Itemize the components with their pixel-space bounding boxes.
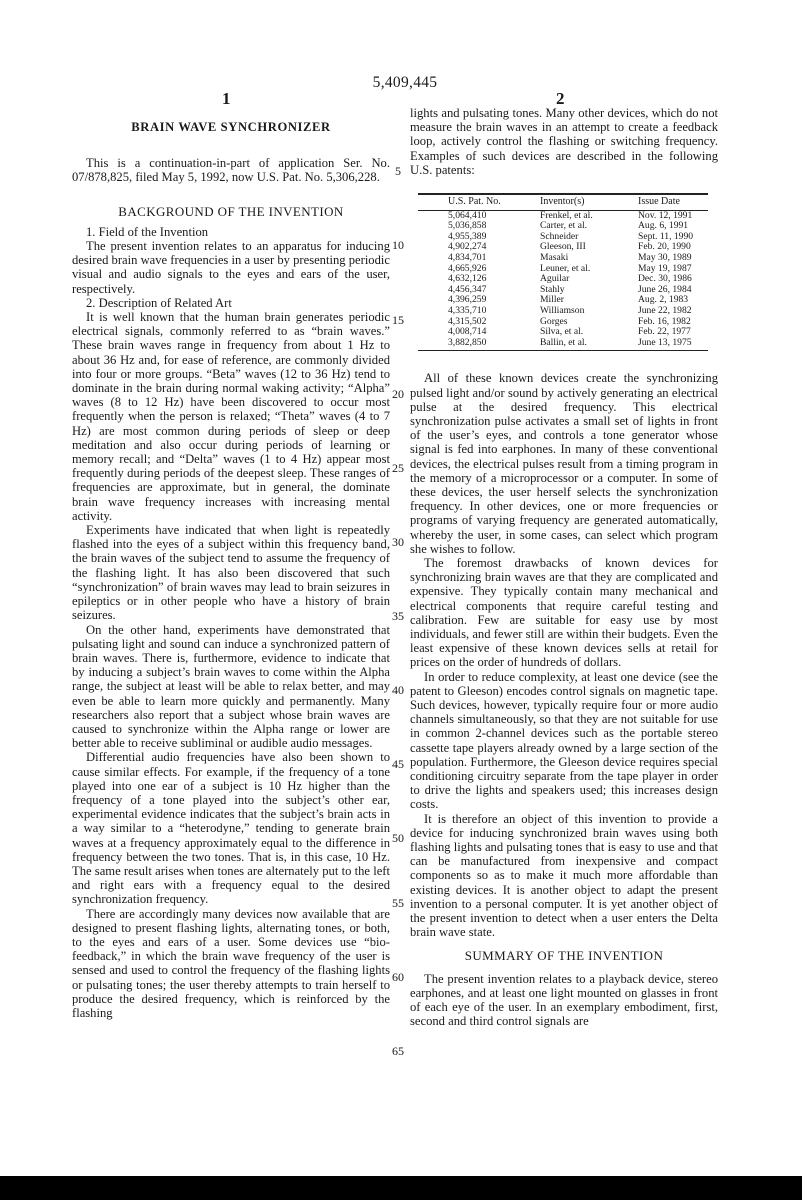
table-cell: 5,064,410 xyxy=(448,209,487,221)
background-heading: BACKGROUND OF THE INVENTION xyxy=(118,203,344,219)
table-cell: 4,955,389 xyxy=(448,230,487,242)
table-cell: 5,036,858 xyxy=(448,220,487,232)
continuation-text: This is a continuation-in-part of application Ser. No. 07/878,825, filed May 5, 1992, now U.S. Pat. No. 5,306,228. xyxy=(72,156,390,185)
line-number: 40 xyxy=(392,683,404,697)
table-cell: June 22, 1982 xyxy=(638,304,692,316)
line-number: 10 xyxy=(392,238,404,252)
table-row xyxy=(418,338,708,351)
table-cell: May 30, 1989 xyxy=(638,251,692,263)
table-cell: Gorges xyxy=(540,315,568,327)
line-number: 65 xyxy=(392,1044,404,1058)
table-cell: Dec. 30, 1986 xyxy=(638,273,692,285)
paragraph: All of these known devices create the synchronizing pulsed light and/or sound by actively generating an electrical pulse at the desired frequency. This electrical synchronization pulse activates a small set of lights in front of the user’s eyes, and controls a tone generator whose signal is fed into earphones. In many of these conventional devices, the electrical pulses result from a timing program in the memory of a microprocessor or a computer. In some of these devices, the user herself selects the synchronization frequency. In other devices, one or more frequencies or programs of varying frequency are generated automatically, whereby the user, in some cases, can select which program she wishes to follow. xyxy=(410,371,718,556)
table-cell: 4,396,259 xyxy=(448,294,487,306)
line-number: 45 xyxy=(392,757,404,771)
paragraph: On the other hand, experiments have demonstrated that pulsating light and sound can induce a synchronized pattern of brain waves. There is, furthermore, evidence to indicate that by inducing a subject’s brain waves to come within the Alpha range, the subject at least will be able to relax better, and may even be able to learn more quickly and permanently. Many researchers also report that a subject whose brain waves are caused to synchronize within the Alpha range or lower are better able to receive subliminal or audible audio messages. xyxy=(72,622,390,751)
table-cell: Sept. 11, 1990 xyxy=(638,230,694,242)
table-cell: 4,902,274 xyxy=(448,241,487,253)
line-number: 5 xyxy=(395,164,401,178)
paragraph: It is therefore an object of this invention to provide a device for inducing synchronized brain waves using both flashing lights and pulsating tones that is easy to use and that can be manufactured from inexpensive and compact components so as to make it much more affordable than existing devices. It is another object to adapt the present invention to a personal computer. It is yet another object of the present invention to detect when a user enters the Delta brain wave state. xyxy=(410,811,718,940)
line-number: 15 xyxy=(392,313,404,327)
table-cell: Aug. 2, 1983 xyxy=(638,294,689,306)
table-cell: Ballin, et al. xyxy=(540,338,638,351)
table-cell: Nov. 12, 1991 xyxy=(638,209,693,221)
table-cell: 4,456,347 xyxy=(448,283,487,295)
table-cell: May 19, 1987 xyxy=(638,262,692,274)
table-header: Inventor(s) xyxy=(540,194,638,210)
related-art-heading: 2. Description of Related Art xyxy=(86,295,232,310)
table-header-row xyxy=(418,194,708,210)
document-title: BRAIN WAVE SYNCHRONIZER xyxy=(131,120,331,134)
table-cell: Leuner, et al. xyxy=(540,262,591,274)
table-cell: Masaki xyxy=(540,251,569,263)
table-cell: Aguilar xyxy=(540,273,570,285)
paragraph: It is well known that the human brain generates periodic electrical signals, commonly referred to as “brain waves.” These brain waves range in frequency from about 1 Hz to about 36 Hz and, for ease of reference, are commonly divided into four or more groups. “Beta” waves (12 to 36 Hz) tend to dominate in the brain during normal waking activity; “Alpha” waves (8 to 12 Hz) have been discovered to occur most frequently when the person is relaxed; “Theta” waves (4 to 7 Hz) are most common during periods of sleep or deep meditation and also occur during periods of learning or memory recall; and “Delta” waves (1 to 4 Hz) appear most frequently during periods of the deepest sleep. These ranges of frequencies are approximate, but in general, the dominate brain wave frequency increases with increasing mental activity. xyxy=(72,310,390,523)
table-cell: Feb. 16, 1982 xyxy=(638,315,691,327)
line-number: 50 xyxy=(392,831,404,845)
line-number: 20 xyxy=(392,387,404,401)
table-cell: June 26, 1984 xyxy=(638,283,692,295)
table-cell: 4,665,926 xyxy=(448,262,487,274)
column-number-left: 1 xyxy=(222,89,231,108)
table-cell: Frenkel, et al. xyxy=(540,209,593,221)
table-cell: Schneider xyxy=(540,230,579,242)
paragraph: lights and pulsating tones. Many other devices, which do not measure the brain waves in an attempt to create a feedback loop, actively control the flashing or switching frequency. Examples of such devices are described in the following U.S. patents: xyxy=(410,106,718,177)
table-cell: June 13, 1975 xyxy=(638,338,708,351)
paragraph: The foremost drawbacks of known devices for synchronizing brain waves are that they are complicated and expensive. They typically contain many mechanical and electrical components that require careful testing and calibration. Few are suitable for easy use by most individuals, and fewer still are within their budgets. Even the least expensive of these known devices sells at retail for prices on the order of hundreds of dollars. xyxy=(410,555,718,670)
paragraph: In order to reduce complexity, at least one device (see the patent to Gleeson) encodes control signals on magnetic tape. Such devices, however, typically require four or more audio channels simultaneously, so that they are not suitable for use in common 2-channel devices such as the portable stereo cassette tape players already owned by a large section of the population. Furthermore, the Gleeson device requires special conditioning circuitry separate from the tape player in order to drive the lights and speakers used; this increases design costs. xyxy=(410,669,718,812)
bottom-border xyxy=(0,1176,802,1200)
table-cell: Carter, et al. xyxy=(540,220,588,232)
paragraph: The present invention relates to a playback device, stereo earphones, and at least one light mounted on glasses in front of each eye of the user. In an exemplary embodiment, first, second and third control signals are xyxy=(410,971,718,1029)
table-cell: Feb. 22, 1977 xyxy=(638,326,691,338)
right-column xyxy=(410,106,718,1028)
table-cell: 4,315,502 xyxy=(448,315,487,327)
table-cell: Gleeson, III xyxy=(540,241,586,253)
table-row xyxy=(418,306,708,317)
patent-number: 5,409,445 xyxy=(372,74,438,91)
field-heading: 1. Field of the Invention xyxy=(86,224,209,239)
line-number: 35 xyxy=(392,609,404,623)
paragraph: Differential audio frequencies have also been shown to cause similar effects. For example, if the frequency of a tone played into one ear of a subject is 10 Hz higher than the frequency of a tone played into the subject’s other ear, experimental evidence indicates that the subject’s brain acts in a way similar to a “heterodyne,” tending to generate brain waves at a frequency approximately equal to the difference in frequency between the two tones. That is, in this case, 10 Hz. The same result arises when tones are alternately put to the left and right ears with a frequency equal to the desired synchronization frequency. xyxy=(72,750,390,907)
table-cell: 4,834,701 xyxy=(448,251,487,263)
paragraph: Experiments have indicated that when light is repeatedly flashed into the eyes of a subject within this frequency band, the brain waves of the subject tend to assume the frequency of the flashing light. It has also been discovered that such “synchronization” of brain waves may lead to brain seizures in epileptics or in other people who have a history of brain seizures. xyxy=(72,523,390,623)
table-header: U.S. Pat. No. xyxy=(418,194,540,210)
summary-heading: SUMMARY OF THE INVENTION xyxy=(464,948,664,964)
field-text: The present invention relates to an apparatus for inducing desired brain wave frequencies in a user by presenting periodic visual and audio signals to the eyes and ears of the user, respectively. xyxy=(72,239,390,296)
line-number: 30 xyxy=(392,535,404,549)
table-cell: Stahly xyxy=(540,283,565,295)
table-row xyxy=(418,253,708,264)
table-header: Issue Date xyxy=(638,194,708,210)
line-number: 55 xyxy=(392,896,404,910)
line-number: 25 xyxy=(392,461,404,475)
prior-art-table xyxy=(418,193,708,351)
table-cell: 3,882,850 xyxy=(418,338,540,351)
table-cell: Silva, et al. xyxy=(540,326,584,338)
table-cell: Williamson xyxy=(540,304,585,316)
column-number-right: 2 xyxy=(556,89,565,108)
table-cell: 4,632,126 xyxy=(448,273,487,285)
table-cell: Aug. 6, 1991 xyxy=(638,220,689,232)
left-column xyxy=(72,106,390,1020)
table-cell: 4,008,714 xyxy=(448,326,487,338)
table-cell: Miller xyxy=(540,294,564,306)
line-number: 60 xyxy=(392,970,404,984)
paragraph: There are accordingly many devices now available that are designed to present flashing lights, alternating tones, or both, to the eyes and ears of a user. Some devices use “bio-feedback,” in which the brain wave frequency of the user is sensed and used to control the frequency of the flashing lights or pulsating tones; the user thereby attempts to train herself to produce the desired frequency, which is reinforced by the flashing xyxy=(72,906,390,1020)
table-cell: Feb. 20, 1990 xyxy=(638,241,691,253)
table-cell: 4,335,710 xyxy=(448,304,487,316)
